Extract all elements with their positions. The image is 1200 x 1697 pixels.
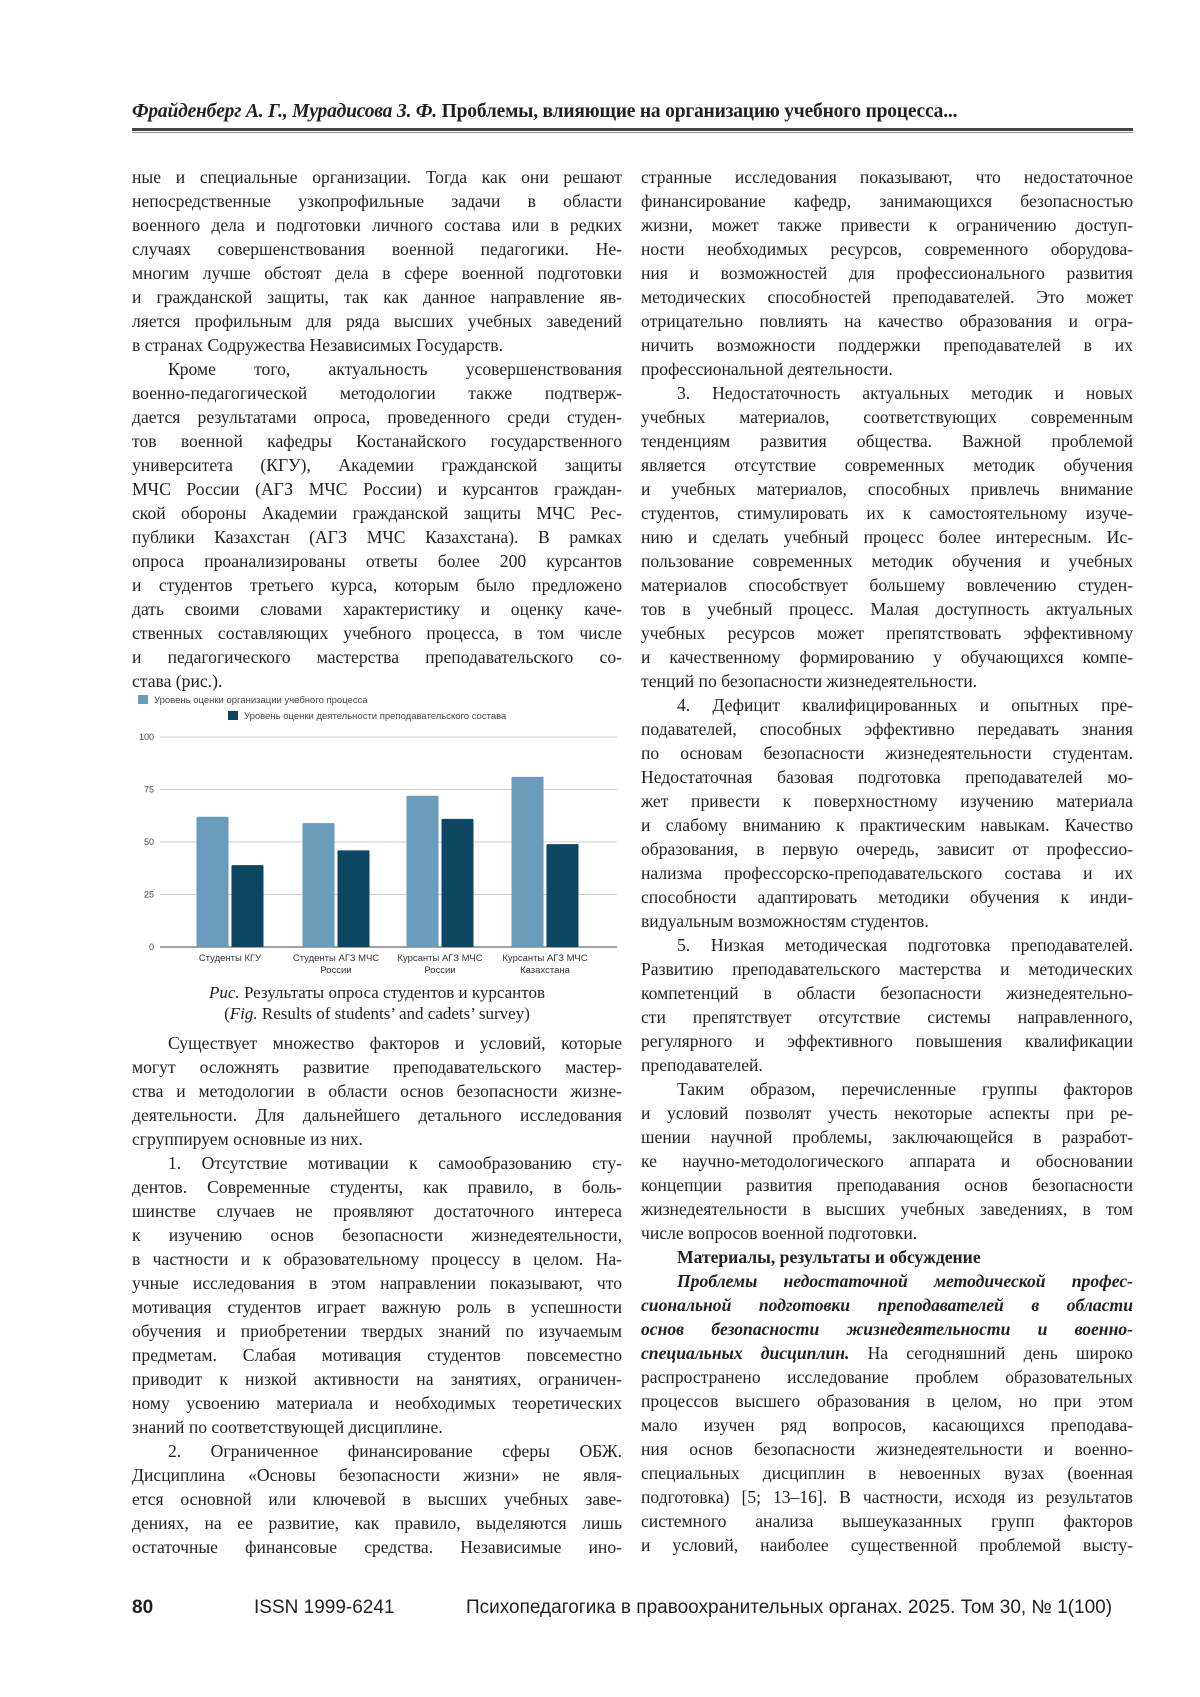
running-header xyxy=(132,101,1133,123)
y-tick-label: 0 xyxy=(149,942,154,952)
text-line: жизни, может также привести к ограничению доступ- xyxy=(641,213,1133,237)
paragraph xyxy=(132,165,622,357)
text-line: финансирование кафедр, занимающихся безопасностью xyxy=(641,189,1133,213)
text-line: распространено исследование проблем образовательных xyxy=(641,1365,1133,1389)
text-line: нализма профессорско-преподавательского состава и их xyxy=(641,861,1133,885)
paragraph xyxy=(641,165,1133,381)
text-line: знаний по соответствующей дисциплине. xyxy=(132,1415,622,1439)
paragraph xyxy=(132,1031,622,1151)
text-line: сгруппируем основные из них. xyxy=(132,1127,622,1151)
y-tick-label: 50 xyxy=(144,837,154,847)
text-line: материалов способствует большему вовлечению студен- xyxy=(641,573,1133,597)
text-line: ному усвоению материала и необходимых теоретических xyxy=(132,1391,622,1415)
text-line: 2. Ограниченное финансирование сферы ОБЖ. xyxy=(132,1439,622,1463)
emphasis-text: Проблемы недостаточной методической профес- xyxy=(677,1271,1133,1291)
text-line: шении научной проблемы, заключающейся в разработ- xyxy=(641,1125,1133,1149)
text-line: деятельности. Для дальнейшего детального исследования xyxy=(132,1103,622,1127)
text-line: ется основной или ключевой в высших учебных заве- xyxy=(132,1487,622,1511)
text-line: 4. Дефицит квалифицированных и опытных пре- xyxy=(641,693,1133,717)
text-line: и студентов третьего курса, которым было предложено xyxy=(132,573,622,597)
text-line: преподавателей. xyxy=(641,1053,1133,1077)
text-line: 1. Отсутствие мотивации к самообразованию сту- xyxy=(132,1151,622,1175)
text-line: дентов. Современные студенты, как правило, в боль- xyxy=(132,1175,622,1199)
text-line: жизнедеятельности в высших учебных заведениях, в том xyxy=(641,1197,1133,1221)
emphasis-text: сиональной подготовки преподавателей в области xyxy=(641,1295,1133,1315)
text-line: учные исследования в этом направлении показывают, что xyxy=(132,1271,622,1295)
text-line: ства и методологии в области основ безопасности жизне- xyxy=(132,1079,622,1103)
text-line: остаточные финансовые средства. Независимые ино- xyxy=(132,1535,622,1559)
text-line: Таким образом, перечисленные группы факторов xyxy=(641,1077,1133,1101)
text-line: учебных ресурсов может препятствовать эффективному xyxy=(641,621,1133,645)
text-line: ности необходимых ресурсов, современного оборудова- xyxy=(641,237,1133,261)
text-line: тенденциям развития общества. Важной проблемой xyxy=(641,429,1133,453)
text-line: публики Казахстан (АГЗ МЧС Казахстана). В рамках xyxy=(132,525,622,549)
text-line xyxy=(641,1317,1133,1341)
text-line: процессов высшего образования в целом, но при этом xyxy=(641,1389,1133,1413)
text-line: шинстве случаев не проявляют достаточного интереса xyxy=(132,1199,622,1223)
text-line: пользование современных методик обучения и учебных xyxy=(641,549,1133,573)
text-line: является отсутствие современных методик обучения xyxy=(641,453,1133,477)
paragraph xyxy=(132,1439,622,1559)
bar-teaching-staff xyxy=(338,850,370,947)
text-line: дать своими словами характеристику и оценку каче- xyxy=(132,597,622,621)
text-line: Материалы, результаты и обсуждение xyxy=(641,1245,1133,1269)
text-line: и условий позволят учесть некоторые аспекты при ре- xyxy=(641,1101,1133,1125)
text-line: военного дела и подготовки личного состава или в редких xyxy=(132,213,622,237)
bar-chart xyxy=(120,690,630,980)
text-line: мало изучен ряд вопросов, касающихся преподава- xyxy=(641,1413,1133,1437)
caption-en-label: Fig. xyxy=(230,1004,258,1023)
header-rule-thin xyxy=(132,132,1133,133)
text-line: и гражданской защиты, так как данное направление яв- xyxy=(132,285,622,309)
emphasis-text: специальных дисциплин. xyxy=(641,1343,849,1363)
text-line: концепции развития преподавания основ безопасности xyxy=(641,1173,1133,1197)
paragraph xyxy=(641,1077,1133,1245)
paragraph xyxy=(132,357,622,693)
caption-en-text: Results of students’ and cadets’ survey) xyxy=(258,1004,530,1023)
text-line: по основам безопасности жизнедеятельности студентам. xyxy=(641,741,1133,765)
text-line xyxy=(641,1293,1133,1317)
text-line: непосредственные узкопрофильные задачи в области xyxy=(132,189,622,213)
x-tick-label: Курсанты АГЗ МЧС xyxy=(397,953,482,964)
paragraph xyxy=(641,693,1133,933)
text-line: способности адаптировать методики обучения к инди- xyxy=(641,885,1133,909)
text-line: Существует множество факторов и условий, которые xyxy=(132,1031,622,1055)
text-line: и учебных материалов, способных привлечь внимание xyxy=(641,477,1133,501)
text-line: случаях совершенствования военной педагогики. Не- xyxy=(132,237,622,261)
text-line: подавателей, способных эффективно передавать знания xyxy=(641,717,1133,741)
text-line: компетенций в области безопасности жизнедеятельно- xyxy=(641,981,1133,1005)
text-line: жет привести к поверхностному изучению материала xyxy=(641,789,1133,813)
text-line: видуальным возможностям студентов. xyxy=(641,909,1133,933)
caption-en-open: ( xyxy=(224,1004,230,1023)
bar-organization xyxy=(407,796,439,947)
text-line: тов в учебный процесс. Малая доступность актуальных xyxy=(641,597,1133,621)
text-line: странные исследования показывают, что недостаточное xyxy=(641,165,1133,189)
caption-text: Результаты опроса студентов и курсантов xyxy=(240,983,545,1002)
header-authors: Фрайденберг А. Г., Мурадисова З. Ф. xyxy=(132,101,437,122)
text-line: многим лучше обстоят дела в сфере военной подготовки xyxy=(132,261,622,285)
text-line: к изучению основ безопасности жизнедеятельности, xyxy=(132,1223,622,1247)
y-tick-label: 100 xyxy=(139,732,154,742)
text-line: ния основ безопасности жизнедеятельности и военно- xyxy=(641,1437,1133,1461)
text-line: ке научно-методологического аппарата и обосновании xyxy=(641,1149,1133,1173)
text-line: числе вопросов военной подготовки. xyxy=(641,1221,1133,1245)
text-line: ния и возможностей для профессионального развития xyxy=(641,261,1133,285)
text-line: профессиональной деятельности. xyxy=(641,357,1133,381)
journal-info: Психопедагогика в правоохранительных органах. 2025. Том 30, № 1(100) xyxy=(466,1597,1112,1619)
text-line: военно-педагогической методологии также подтверж- xyxy=(132,381,622,405)
text-line: става (рис.). xyxy=(132,669,622,693)
text-line: Недостаточная базовая подготовка преподавателей мо- xyxy=(641,765,1133,789)
text-line: МЧС России (АГЗ МЧС России) и курсантов граждан- xyxy=(132,477,622,501)
legend-label: Уровень оценки организации учебного процесса xyxy=(154,695,368,706)
text-line: нию и сделать учебный процесс более интересным. Ис- xyxy=(641,525,1133,549)
section-heading xyxy=(641,1245,1133,1269)
text-line xyxy=(641,1341,1133,1365)
text-line: и качественному формированию у обучающихся компе- xyxy=(641,645,1133,669)
page-number: 80 xyxy=(132,1597,153,1619)
y-tick-label: 75 xyxy=(144,785,154,795)
text-line: регулярного и эффективного повышения квалификации xyxy=(641,1029,1133,1053)
text-line: Развитию преподавательского мастерства и методических xyxy=(641,957,1133,981)
text-line: отрицательно повлиять на качество образования и огра- xyxy=(641,309,1133,333)
x-tick-label: России xyxy=(320,965,351,976)
legend-swatch xyxy=(138,695,148,704)
left-column-top xyxy=(132,165,622,693)
y-tick-label: 25 xyxy=(144,890,154,900)
text-line: опроса проанализированы ответы более 200 курсантов xyxy=(132,549,622,573)
paragraph xyxy=(641,933,1133,1077)
text-line: сти препятствует отсутствие системы направленного, xyxy=(641,1005,1133,1029)
x-tick-label: России xyxy=(424,965,455,976)
text-line: системного анализа вышеуказанных групп факторов xyxy=(641,1509,1133,1533)
emphasis-text: основ безопасности жизнедеятельности и военно- xyxy=(641,1319,1133,1339)
header-rule xyxy=(132,128,1133,131)
text-line: университета (КГУ), Академии гражданской защиты xyxy=(132,453,622,477)
text-line: в странах Содружества Независимых Государств. xyxy=(132,333,622,357)
header-title: Проблемы, влияющие на организацию учебного процесса... xyxy=(442,101,958,122)
x-tick-label: Студенты АГЗ МЧС xyxy=(293,953,379,964)
text-line: методических способностей преподавателей. Это может xyxy=(641,285,1133,309)
text-line: и условий, наиболее существенной проблемой высту- xyxy=(641,1533,1133,1557)
x-tick-label: Казахстана xyxy=(520,965,571,976)
text-line: специальных дисциплин в невоенных вузах (военная xyxy=(641,1461,1133,1485)
bar-organization xyxy=(197,817,229,947)
text-line: дается результатами опроса, проведенного среди студен- xyxy=(132,405,622,429)
text-line: предметам. Слабая мотивация студентов повсеместно xyxy=(132,1343,622,1367)
figure-caption xyxy=(132,982,622,1024)
text-line: дениях, на ее развитие, как правило, выделяются лишь xyxy=(132,1511,622,1535)
legend-label: Уровень оценки деятельности преподавательского состава xyxy=(244,711,507,722)
caption-label: Рис. xyxy=(209,983,240,1002)
paragraph xyxy=(641,1269,1133,1557)
text-line: 5. Низкая методическая подготовка преподавателей. xyxy=(641,933,1133,957)
paragraph xyxy=(641,381,1133,693)
text-line: и слабому вниманию к практическим навыкам. Качество xyxy=(641,813,1133,837)
text-line: ные и специальные организации. Тогда как они решают xyxy=(132,165,622,189)
text-line: ничить возможности поддержки преподавателей в их xyxy=(641,333,1133,357)
x-tick-label: Курсанты АГЗ МЧС xyxy=(502,953,587,964)
right-column xyxy=(641,165,1133,1557)
x-tick-label: Студенты КГУ xyxy=(199,953,262,964)
text-line: мотивация студентов играет важную роль в успешности xyxy=(132,1295,622,1319)
bar-teaching-staff xyxy=(232,865,264,947)
text-line xyxy=(641,1269,1133,1293)
legend-swatch xyxy=(228,711,238,720)
bar-teaching-staff xyxy=(547,844,579,947)
bar-teaching-staff xyxy=(442,819,474,947)
left-column-bottom xyxy=(132,1031,622,1559)
text-line: ственных составляющих учебного процесса, в том числе xyxy=(132,621,622,645)
paragraph xyxy=(132,1151,622,1439)
text-line: подготовка) [5; 13–16]. В частности, исходя из результатов xyxy=(641,1485,1133,1509)
bar-organization xyxy=(303,823,335,947)
text-line: 3. Недостаточность актуальных методик и новых xyxy=(641,381,1133,405)
bar-organization xyxy=(512,777,544,947)
text-line: в частности и к образовательному процессу в целом. На- xyxy=(132,1247,622,1271)
text-line: ляется профильным для ряда высших учебных заведений xyxy=(132,309,622,333)
text-line: приводит к низкой активности на занятиях, ограничен- xyxy=(132,1367,622,1391)
text-line: обучения и приобретении твердых знаний по изучаемым xyxy=(132,1319,622,1343)
text-line: образования, в первую очередь, зависит от профессио- xyxy=(641,837,1133,861)
text-line: Кроме того, актуальность усовершенствования xyxy=(132,357,622,381)
text-line: учебных материалов, соответствующих современным xyxy=(641,405,1133,429)
text-line: ской обороны Академии гражданской защиты МЧС Рес- xyxy=(132,501,622,525)
text-segment: На сегодняшний день широко xyxy=(849,1343,1133,1363)
text-line: студентов, стимулировать их к самостоятельному изуче- xyxy=(641,501,1133,525)
text-line: и педагогического мастерства преподавательского со- xyxy=(132,645,622,669)
text-line: тов военной кафедры Костанайского государственного xyxy=(132,429,622,453)
text-line: Дисциплина «Основы безопасности жизни» не явля- xyxy=(132,1463,622,1487)
text-line: тенций по безопасности жизнедеятельности. xyxy=(641,669,1133,693)
text-line: могут осложнять развитие преподавательского мастер- xyxy=(132,1055,622,1079)
issn: ISSN 1999-6241 xyxy=(254,1597,395,1619)
